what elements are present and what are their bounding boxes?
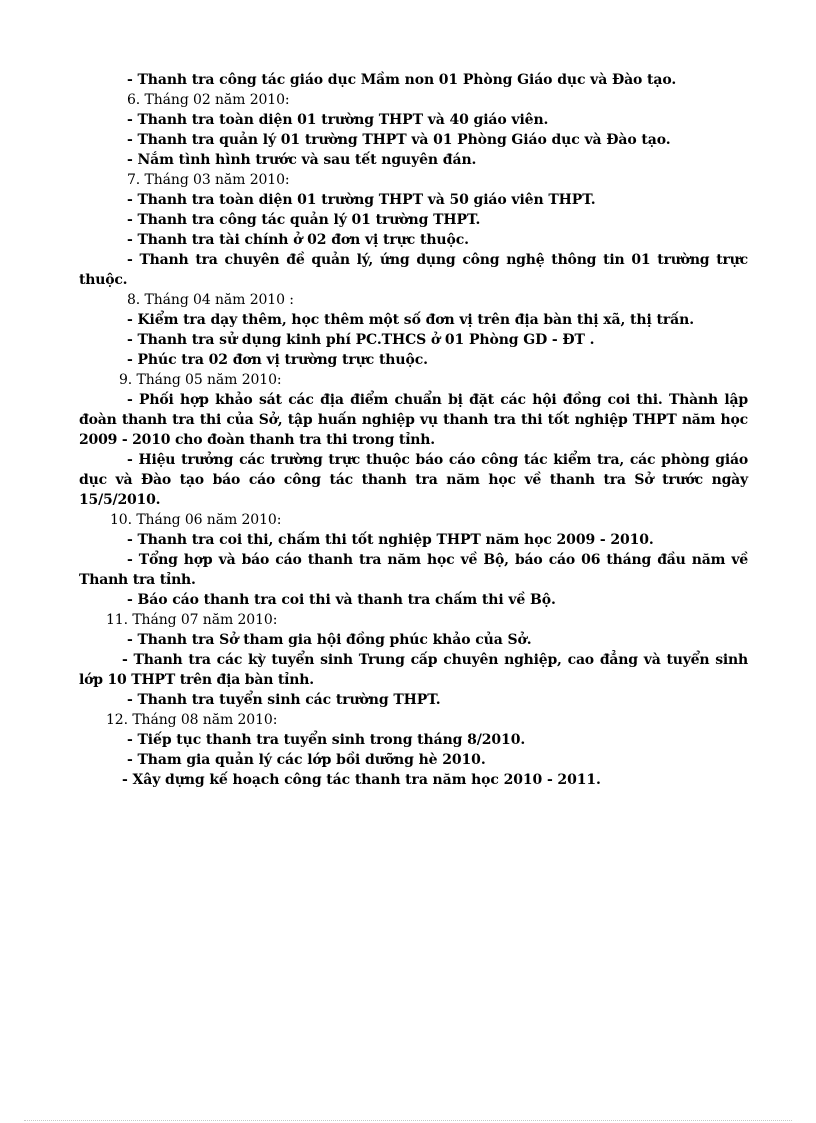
month-heading: 12. Tháng 08 năm 2010: (106, 712, 278, 728)
item-line: - Thanh tra quản lý 01 trường THPT và 01 Phòng Giáo dục và Đào tạo. (127, 132, 671, 148)
month-heading: 10. Tháng 06 năm 2010: (110, 512, 282, 528)
item-line: - Thanh tra sử dụng kinh phí PC.THCS ở 01 Phòng GD - ĐT . (127, 332, 595, 348)
page-bottom-rule (24, 1120, 792, 1121)
item-paragraph: - Thanh tra chuyên đề quản lý, ứng dụng công nghệ thông tin 01 trường trực thuộc. (79, 252, 748, 288)
month-heading: 11. Tháng 07 năm 2010: (106, 612, 278, 628)
item-paragraph: - Phối hợp khảo sát các địa điểm chuẩn bị đặt các hội đồng coi thi. Thành lập đoàn thanh tra thi của Sở, tập huấn nghiệp vụ thanh tra thi tốt nghiệp THPT năm học 2009 - 2010 cho đoàn thanh tra thi trong tỉnh. (79, 392, 748, 448)
item-paragraph: - Hiệu trưởng các trường trực thuộc báo cáo công tác kiểm tra, các phòng giáo dục và Đào tạo báo cáo công tác thanh tra năm học về thanh tra Sở trước ngày 15/5/2010. (79, 452, 748, 508)
month-heading: 7. Tháng 03 năm 2010: (127, 172, 290, 188)
item-line: - Thanh tra Sở tham gia hội đồng phúc khảo của Sở. (127, 632, 532, 648)
document-body (79, 70, 748, 790)
item-line: - Thanh tra toàn diện 01 trường THPT và 40 giáo viên. (127, 112, 549, 128)
item-line: - Thanh tra coi thi, chấm thi tốt nghiệp THPT năm học 2009 - 2010. (127, 532, 654, 548)
item-line: - Tiếp tục thanh tra tuyển sinh trong tháng 8/2010. (127, 732, 526, 748)
item-line: - Phúc tra 02 đơn vị trường trực thuộc. (127, 352, 428, 368)
item-line: - Xây dựng kế hoạch công tác thanh tra năm học 2010 - 2011. (122, 772, 601, 788)
item-line: - Thanh tra tuyển sinh các trường THPT. (127, 692, 441, 708)
item-line: - Tham gia quản lý các lớp bồi dưỡng hè 2010. (127, 752, 486, 768)
month-heading: 9. Tháng 05 năm 2010: (119, 372, 282, 388)
month-heading: 6. Tháng 02 năm 2010: (127, 92, 290, 108)
item-line: - Thanh tra toàn diện 01 trường THPT và 50 giáo viên THPT. (127, 192, 596, 208)
item-line: - Kiểm tra dạy thêm, học thêm một số đơn vị trên địa bàn thị xã, thị trấn. (127, 312, 694, 328)
item-line: - Nắm tình hình trước và sau tết nguyên đán. (127, 152, 477, 168)
item-line: - Thanh tra công tác quản lý 01 trường THPT. (127, 212, 481, 228)
item-line: - Thanh tra công tác giáo dục Mầm non 01 Phòng Giáo dục và Đào tạo. (127, 72, 677, 88)
item-paragraph: - Tổng hợp và báo cáo thanh tra năm học về Bộ, báo cáo 06 tháng đầu năm về Thanh tra tỉnh. (79, 552, 748, 588)
month-heading: 8. Tháng 04 năm 2010 : (127, 292, 294, 308)
item-line: - Thanh tra tài chính ở 02 đơn vị trực thuộc. (127, 232, 469, 248)
item-paragraph: - Thanh tra các kỳ tuyển sinh Trung cấp chuyên nghiệp, cao đẳng và tuyển sinh lớp 10 THPT trên địa bàn tỉnh. (79, 652, 748, 688)
item-line: - Báo cáo thanh tra coi thi và thanh tra chấm thi về Bộ. (127, 592, 556, 608)
